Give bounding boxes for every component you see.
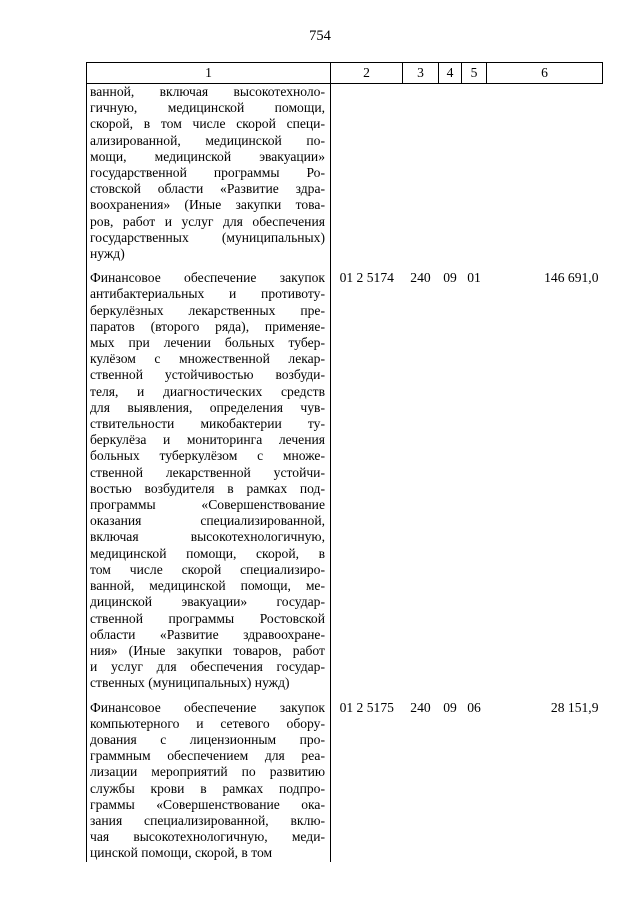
description-line: востью возбудителя в рамках под- <box>90 480 325 496</box>
description-line: беркулёзных лекарственных пре- <box>90 302 325 318</box>
header-col-1: 1 <box>87 63 331 84</box>
description-line: для выявления, определения чув- <box>90 399 325 415</box>
row-target-code: 01 2 5174 <box>339 270 394 286</box>
description-line: Финансовое обеспечение закупок <box>90 699 325 715</box>
description-line: беркулёза и мониторинга лечения <box>90 432 325 448</box>
row-subsection <box>462 84 487 263</box>
description-line: чая высокотехнологичную, меди- <box>90 829 325 845</box>
row-description <box>87 692 331 862</box>
description-line: компьютерного и сетевого обору- <box>90 715 325 731</box>
description-line: лизации мероприятий по развитию <box>90 764 325 780</box>
description-line: граммы «Совершенствование ока- <box>90 796 325 812</box>
row-section <box>439 84 462 263</box>
description-line: паратов (второго ряда), применяе- <box>90 318 325 334</box>
description-line: ственной лекарственной устойчи- <box>90 464 325 480</box>
description-line: ственной программы Ростовской <box>90 610 325 626</box>
description-line: ализированной, медицинской по- <box>90 132 325 148</box>
description-line: мых при лечении больных тубер- <box>90 335 325 351</box>
description-line: оказания специализированной, <box>90 513 325 529</box>
description-line: и услуг для обеспечения государ- <box>90 659 325 675</box>
description-line: ванной, медицинской помощи, ме- <box>90 578 325 594</box>
header-col-2: 2 <box>331 63 403 84</box>
description-line: ванной, включая высокотехноло- <box>90 84 325 99</box>
row-target-code: 01 2 5175 <box>339 699 394 715</box>
description-line: зания специализированной, вклю- <box>90 812 325 828</box>
header-row <box>87 63 603 84</box>
row-section: 09 <box>443 699 457 715</box>
row-expense-type: 240 <box>410 270 431 286</box>
description-line: ственных (муниципальных) нужд) <box>90 675 290 691</box>
description-line: ствительности микобактерии ту- <box>90 416 325 432</box>
row-amount: 146 691,0 <box>544 270 599 286</box>
description-line: области «Развитие здравоохране- <box>90 626 325 642</box>
row-expense-type: 240 <box>410 699 431 715</box>
description-line: ственной устойчивостью возбуди- <box>90 367 325 383</box>
header-col-6: 6 <box>487 63 603 84</box>
description-line: Финансовое обеспечение закупок <box>90 270 325 286</box>
description-line: медицинской помощи, скорой, в <box>90 545 325 561</box>
description-line: гичную, медицинской помощи, <box>90 100 325 116</box>
description-line: дования с лицензионным про- <box>90 731 325 747</box>
description-line: ния» (Иные закупки товаров, работ <box>90 642 325 658</box>
row-description <box>87 84 331 263</box>
description-line: граммным обеспечением для реа- <box>90 748 325 764</box>
row-amount <box>487 84 603 263</box>
header-col-5: 5 <box>462 63 487 84</box>
description-line: цинской помощи, скорой, в том <box>90 845 273 861</box>
header-col-3: 3 <box>403 63 439 84</box>
description-line: включая высокотехнологичную, <box>90 529 325 545</box>
description-line: государственных (муниципальных) <box>90 229 325 245</box>
page-number: 754 <box>309 28 331 44</box>
description-line: воохранения» (Иные закупки това- <box>90 197 325 213</box>
table-row <box>87 84 603 263</box>
row-section: 09 <box>443 270 457 286</box>
row-description <box>87 262 331 691</box>
budget-table <box>86 62 603 862</box>
description-line: ров, работ и услуг для обеспечения <box>90 213 325 229</box>
description-line: скорой, в том числе скорой специ- <box>90 116 325 132</box>
description-line: том числе скорой специализиро- <box>90 561 325 577</box>
description-line: кулёзом с множественной лекар- <box>90 351 325 367</box>
row-subsection: 01 <box>467 270 481 286</box>
description-line: мощи, медицинской эвакуации» <box>90 148 325 164</box>
description-line: дицинской эвакуации» государ- <box>90 594 325 610</box>
description-line: стовской области «Развитие здра- <box>90 181 325 197</box>
row-amount: 28 151,9 <box>550 699 599 715</box>
description-line: государственной программы Ро- <box>90 165 325 181</box>
row-target-code <box>331 84 403 263</box>
description-line: нужд) <box>90 246 125 262</box>
row-expense-type <box>403 84 439 263</box>
row-subsection: 06 <box>467 699 481 715</box>
header-col-4: 4 <box>439 63 462 84</box>
description-line: больных туберкулёзом с множе- <box>90 448 325 464</box>
table-row <box>87 262 603 691</box>
description-line: теля, и диагностических средств <box>90 383 325 399</box>
description-line: антибактериальных и противоту- <box>90 286 325 302</box>
description-line: службы крови в рамках подпро- <box>90 780 325 796</box>
description-line: программы «Совершенствование <box>90 497 325 513</box>
table-row <box>87 692 603 862</box>
